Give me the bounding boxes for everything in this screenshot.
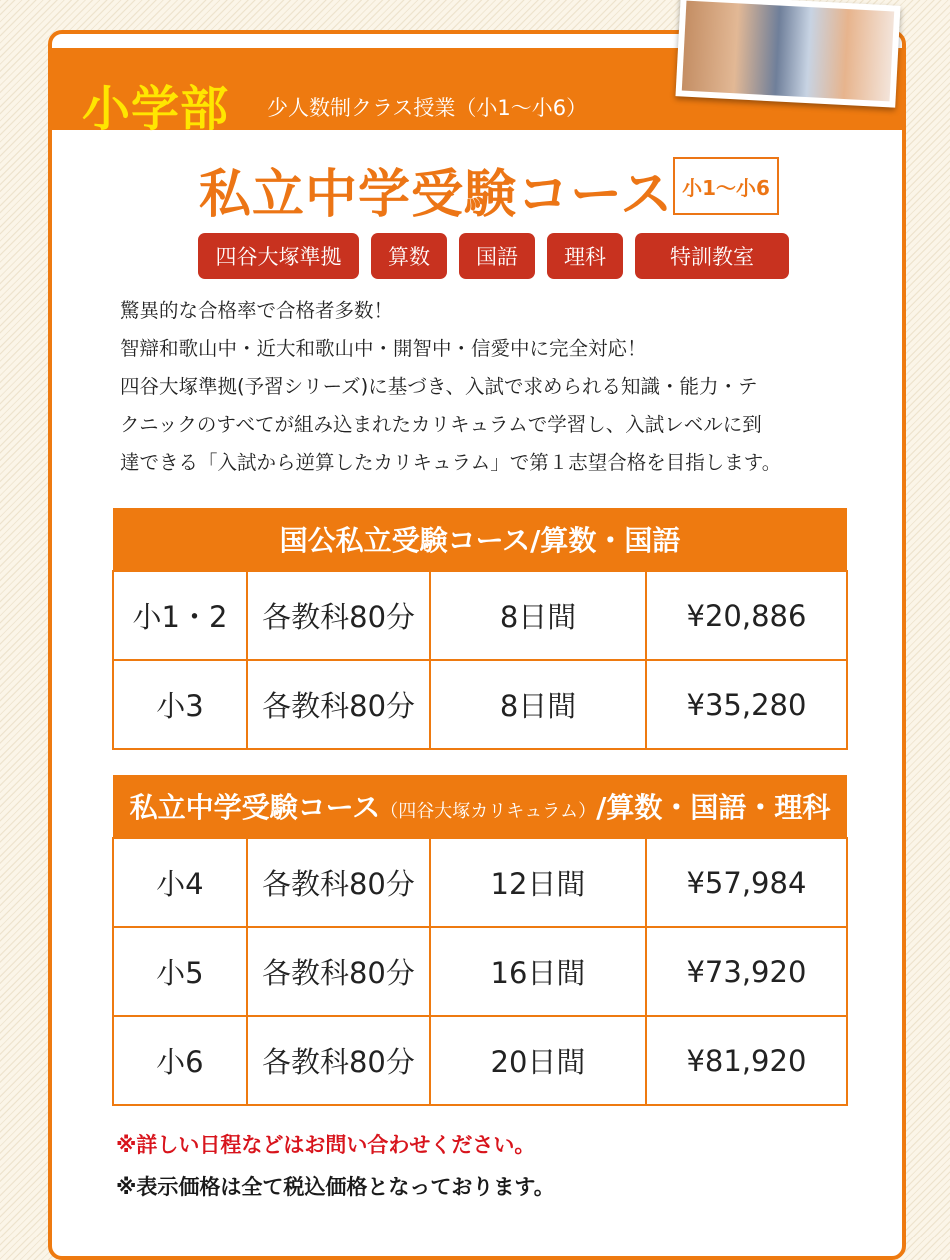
time-cell: 各教科80分 bbox=[247, 838, 430, 927]
price-cell: ¥35,280 bbox=[646, 660, 847, 749]
note-tax: ※表示価格は全て税込価格となっております。 bbox=[116, 1175, 555, 1199]
price-cell: ¥81,920 bbox=[646, 1016, 847, 1105]
grade-cell: 小6 bbox=[113, 1016, 247, 1105]
time-cell: 各教科80分 bbox=[247, 660, 430, 749]
grade-range-box: 小1〜小6 bbox=[673, 157, 779, 215]
table-header bbox=[113, 775, 847, 838]
price-cell: ¥20,886 bbox=[646, 571, 847, 660]
price-table-private bbox=[112, 775, 848, 1106]
grade-cell: 小1・2 bbox=[113, 571, 247, 660]
subject-tags bbox=[198, 233, 789, 279]
table-row bbox=[113, 571, 847, 660]
price-cell: ¥73,920 bbox=[646, 927, 847, 1016]
days-cell: 16日間 bbox=[430, 927, 646, 1016]
photo-image bbox=[682, 1, 894, 102]
table-row bbox=[113, 838, 847, 927]
table-header: 国公私立受験コース/算数・国語 bbox=[113, 508, 847, 571]
grade-cell: 小4 bbox=[113, 838, 247, 927]
tag-yotsuya: 四谷大塚準拠 bbox=[198, 233, 359, 279]
time-cell: 各教科80分 bbox=[247, 571, 430, 660]
desc-line: 驚異的な合格率で合格者多数！ bbox=[120, 299, 394, 322]
tag-math: 算数 bbox=[371, 233, 447, 279]
course-title: 私立中学受験コース bbox=[199, 165, 674, 225]
table-header-note: （四谷大塚カリキュラム） bbox=[380, 801, 597, 822]
time-cell: 各教科80分 bbox=[247, 927, 430, 1016]
students-photo bbox=[675, 0, 900, 108]
grade-cell: 小3 bbox=[113, 660, 247, 749]
days-cell: 12日間 bbox=[430, 838, 646, 927]
desc-line: クニックのすべてが組み込まれたカリキュラムで学習し、入試レベルに到 bbox=[120, 413, 762, 436]
desc-line: 智辯和歌山中・近大和歌山中・開智中・信愛中に完全対応！ bbox=[120, 337, 647, 360]
tag-science: 理科 bbox=[547, 233, 623, 279]
course-description bbox=[120, 292, 860, 482]
section-subtitle: 少人数制クラス授業（小1〜小6） bbox=[267, 96, 588, 120]
table-header-main: 私立中学受験コース bbox=[129, 791, 381, 824]
price-cell: ¥57,984 bbox=[646, 838, 847, 927]
days-cell: 8日間 bbox=[430, 660, 646, 749]
course-card bbox=[48, 30, 906, 1260]
grade-cell: 小5 bbox=[113, 927, 247, 1016]
table-row bbox=[113, 660, 847, 749]
note-inquiry: ※詳しい日程などはお問い合わせください。 bbox=[116, 1133, 536, 1157]
days-cell: 20日間 bbox=[430, 1016, 646, 1105]
time-cell: 各教科80分 bbox=[247, 1016, 430, 1105]
table-header-subjects: /算数・国語・理科 bbox=[596, 791, 831, 824]
tag-japanese: 国語 bbox=[459, 233, 535, 279]
desc-line: 四谷大塚準拠(予習シリーズ)に基づき、入試で求められる知識・能力・テ bbox=[120, 375, 758, 398]
section-title: 小学部 bbox=[82, 81, 230, 137]
table-row bbox=[113, 927, 847, 1016]
tag-special-class: 特訓教室 bbox=[635, 233, 789, 279]
desc-line: 達できる「入試から逆算したカリキュラム」で第１志望合格を目指します。 bbox=[120, 451, 782, 474]
price-table-public bbox=[112, 508, 848, 750]
days-cell: 8日間 bbox=[430, 571, 646, 660]
table-row bbox=[113, 1016, 847, 1105]
notes bbox=[116, 1124, 555, 1208]
